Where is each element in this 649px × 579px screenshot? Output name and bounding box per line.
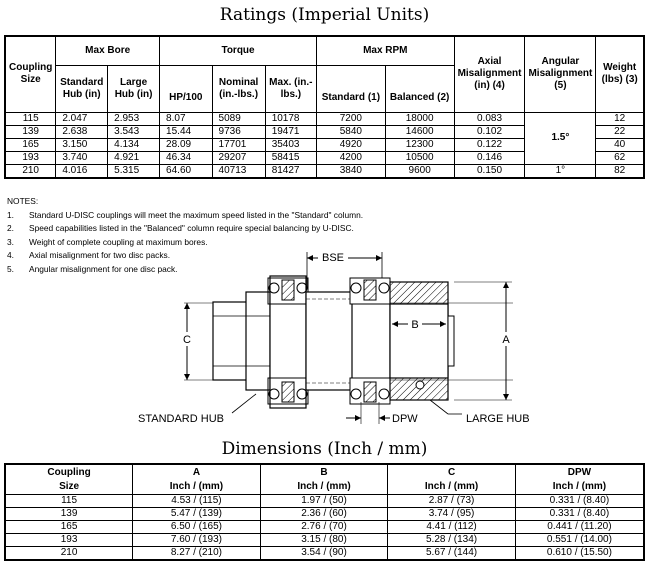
cell-b: 2.76 / (70) (260, 520, 388, 533)
note-number: 1. (7, 209, 14, 220)
cell-standard-rpm: 7200 (317, 112, 386, 125)
coupling-diagram (0, 244, 649, 434)
cell-weight: 62 (596, 151, 644, 164)
bse-label: BSE (321, 252, 345, 264)
cell-nominal: 29207 (212, 151, 265, 164)
note-item (7, 209, 363, 223)
cell-weight: 40 (596, 138, 644, 151)
cell-standard-rpm: 5840 (317, 125, 386, 138)
note-number: 3. (7, 236, 14, 247)
cell-max-torque: 35403 (265, 138, 316, 151)
spacer (306, 292, 352, 390)
cell-large-hub: 3.543 (108, 125, 160, 138)
right-disc-pack (350, 278, 390, 404)
cell-nominal: 17701 (212, 138, 265, 151)
cell-large-hub: 5.315 (108, 164, 160, 178)
cell-hp100: 28.09 (160, 138, 212, 151)
cell-size: 115 (5, 112, 56, 125)
header-dpw: DPW (515, 464, 644, 481)
header-max-rpm: Max RPM (317, 36, 455, 65)
cell-hp100: 64.60 (160, 164, 212, 178)
cell-axial: 0.083 (454, 112, 525, 125)
cell-standard-rpm: 3840 (317, 164, 386, 178)
cell-a: 6.50 / (165) (133, 520, 261, 533)
header-torque: Torque (160, 36, 317, 65)
cell-nominal: 9736 (212, 125, 265, 138)
header-b: B (260, 464, 388, 481)
cell-standard-hub: 3.150 (56, 138, 108, 151)
cell-max-torque: 58415 (265, 151, 316, 164)
cell-c: 2.87 / (73) (388, 494, 516, 507)
cell-b: 2.36 / (60) (260, 507, 388, 520)
cell-balanced-rpm: 10500 (385, 151, 454, 164)
header-unit: Inch / (mm) (388, 481, 516, 494)
cell-max-torque: 81427 (265, 164, 316, 178)
cell-weight: 12 (596, 112, 644, 125)
header-standard-rpm: Standard (1) (317, 65, 386, 112)
header-hp100: HP/100 (160, 65, 212, 112)
table-row (5, 112, 644, 125)
standard-hub-label: STANDARD HUB (138, 413, 224, 425)
header-angular: Angular Misalignment (5) (525, 36, 596, 112)
cell-size: 165 (5, 520, 133, 533)
ratings-table (4, 35, 645, 179)
cell-hp100: 15.44 (160, 125, 212, 138)
note-number: 2. (7, 223, 14, 234)
cell-hp100: 46.34 (160, 151, 212, 164)
dimensions-title: Dimensions (Inch / mm) (221, 439, 428, 459)
table-row (5, 164, 644, 178)
table-row (5, 520, 644, 533)
cell-size: 193 (5, 533, 133, 546)
dpw-dimension (346, 402, 418, 425)
cell-large-hub: 4.134 (108, 138, 160, 151)
header-axial: Axial Misalignment (in) (4) (454, 36, 525, 112)
cell-nominal: 5089 (212, 112, 265, 125)
cell-size: 165 (5, 138, 56, 151)
header-standard-hub: Standard Hub (in) (56, 65, 108, 112)
cell-dpw: 0.331 / (8.40) (515, 507, 644, 520)
cell-a: 4.53 / (115) (133, 494, 261, 507)
cell-b: 3.54 / (90) (260, 546, 388, 560)
notes-heading: NOTES: (7, 196, 39, 206)
header-coupling: Coupling (5, 464, 133, 481)
cell-size: 210 (5, 164, 56, 178)
header-a: A (133, 464, 261, 481)
dpw-label: DPW (392, 413, 418, 425)
cell-standard-hub: 2.047 (56, 112, 108, 125)
cell-c: 3.74 / (95) (388, 507, 516, 520)
table-row (5, 533, 644, 546)
cell-angular-group: 1.5° (525, 112, 596, 164)
cell-max-torque: 19471 (265, 125, 316, 138)
cell-large-hub: 4.921 (108, 151, 160, 164)
cell-weight: 22 (596, 125, 644, 138)
note-item (7, 222, 363, 236)
note-text: Standard U-DISC couplings will meet the maximum speed listed in the "Standard" column. (29, 209, 364, 220)
note-text: Weight of complete coupling at maximum bores. (29, 236, 208, 247)
header-c: C (388, 464, 516, 481)
cell-balanced-rpm: 14600 (385, 125, 454, 138)
cell-c: 4.41 / (112) (388, 520, 516, 533)
note-text: Angular misalignment for one disc pack. (29, 263, 178, 274)
header-size: Size (5, 481, 133, 494)
cell-a: 5.47 / (139) (133, 507, 261, 520)
c-label: C (183, 334, 191, 346)
ratings-title: Ratings (Imperial Units) (219, 5, 430, 25)
cell-weight: 82 (596, 164, 644, 178)
large-hub (390, 282, 454, 400)
note-number: 4. (7, 250, 14, 261)
cell-b: 1.97 / (50) (260, 494, 388, 507)
cell-standard-hub: 2.638 (56, 125, 108, 138)
cell-balanced-rpm: 12300 (385, 138, 454, 151)
cell-c: 5.67 / (144) (388, 546, 516, 560)
table-row (5, 507, 644, 520)
cell-size: 210 (5, 546, 133, 560)
cell-dpw: 0.441 / (11.20) (515, 520, 644, 533)
cell-axial: 0.150 (454, 164, 525, 178)
cell-a: 8.27 / (210) (133, 546, 261, 560)
header-nominal: Nominal (in.-lbs.) (212, 65, 265, 112)
cell-balanced-rpm: 18000 (385, 112, 454, 125)
large-hub-label: LARGE HUB (466, 413, 530, 425)
cell-balanced-rpm: 9600 (385, 164, 454, 178)
header-balanced-rpm: Balanced (2) (385, 65, 454, 112)
dimensions-table (4, 463, 645, 561)
cell-standard-hub: 4.016 (56, 164, 108, 178)
header-max-torque: Max. (in.-lbs.) (265, 65, 316, 112)
cell-size: 139 (5, 125, 56, 138)
table-row (5, 494, 644, 507)
cell-max-torque: 10178 (265, 112, 316, 125)
a-dimension (454, 282, 512, 400)
c-dimension (181, 303, 193, 380)
cell-dpw: 0.551 / (14.00) (515, 533, 644, 546)
note-text: Speed capabilities listed in the "Balanced" column require special balancing by U-DISC. (29, 223, 354, 234)
standard-hub-leader (232, 394, 256, 413)
cell-axial: 0.146 (454, 151, 525, 164)
cell-size: 115 (5, 494, 133, 507)
a-label: A (502, 334, 510, 346)
cell-b: 3.15 / (80) (260, 533, 388, 546)
header-large-hub: Large Hub (in) (108, 65, 160, 112)
cell-dpw: 0.331 / (8.40) (515, 494, 644, 507)
cell-standard-rpm: 4920 (317, 138, 386, 151)
table-row (5, 546, 644, 560)
cell-hp100: 8.07 (160, 112, 212, 125)
large-hub-leader (430, 400, 448, 414)
cell-nominal: 40713 (212, 164, 265, 178)
note-number: 5. (7, 263, 14, 274)
header-coupling-size: Coupling Size (5, 36, 56, 112)
header-max-bore: Max Bore (56, 36, 160, 65)
cell-large-hub: 2.953 (108, 112, 160, 125)
cell-size: 139 (5, 507, 133, 520)
cell-c: 5.28 / (134) (388, 533, 516, 546)
header-unit: Inch / (mm) (515, 481, 644, 494)
cell-standard-rpm: 4200 (317, 151, 386, 164)
cell-standard-hub: 3.740 (56, 151, 108, 164)
note-text: Axial misalignment for two disc packs. (29, 250, 171, 261)
header-weight: Weight (lbs) (3) (596, 36, 644, 112)
cell-a: 7.60 / (193) (133, 533, 261, 546)
cell-dpw: 0.610 / (15.50) (515, 546, 644, 560)
cell-axial: 0.102 (454, 125, 525, 138)
cell-size: 193 (5, 151, 56, 164)
header-unit: Inch / (mm) (260, 481, 388, 494)
header-unit: Inch / (mm) (133, 481, 261, 494)
cell-axial: 0.122 (454, 138, 525, 151)
b-label: B (411, 319, 419, 331)
cell-angular-last: 1° (525, 164, 596, 178)
